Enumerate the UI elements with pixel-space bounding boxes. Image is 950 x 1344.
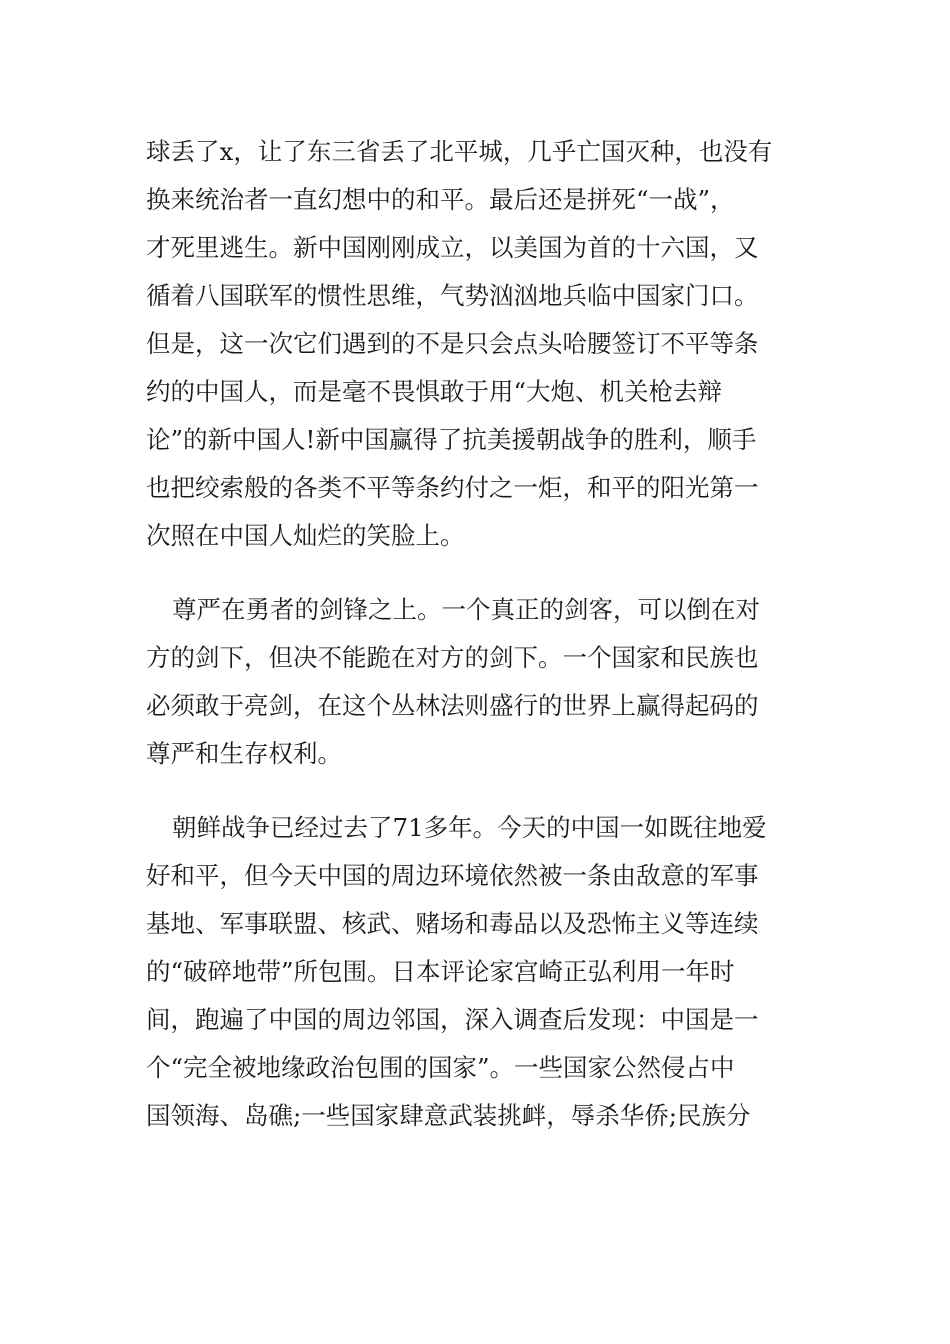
text-line: 论”的新中国人!新中国赢得了抗美援朝战争的胜利，顺手: [146, 425, 757, 454]
text-line: 尊严和生存权利。: [146, 739, 342, 768]
text-line: 必须敢于亮剑，在这个丛林法则盛行的世界上赢得起码的: [146, 691, 759, 720]
text-line: 次照在中国人灿烂的笑脸上。: [146, 521, 465, 550]
text-line: 国领海、岛礁;一些国家肆意武装挑衅，辱杀华侨;民族分: [146, 1101, 751, 1130]
text-line: 基地、军事联盟、核武、赌场和毒品以及恐怖主义等连续: [146, 909, 759, 938]
text-line: 个“完全被地缘政治包围的国家”。一些国家公然侵占中: [146, 1053, 735, 1082]
text-line: 也把绞索般的各类不平等条约付之一炬，和平的阳光第一: [146, 473, 759, 502]
text-line: 朝鲜战争已经过去了71多年。今天的中国一如既往地爱: [172, 813, 767, 842]
text-line: 间，跑遍了中国的周边邻国，深入调查后发现：中国是一: [146, 1005, 759, 1034]
text-line: 循着八国联军的惯性思维，气势汹汹地兵临中国家门口。: [146, 281, 759, 310]
text-line: 但是，这一次它们遇到的不是只会点头哈腰签订不平等条: [146, 329, 759, 358]
text-line: 尊严在勇者的剑锋之上。一个真正的剑客，可以倒在对: [172, 595, 760, 624]
text-line: 的“破碎地带”所包围。日本评论家宫崎正弘利用一年时: [146, 957, 735, 986]
text-line: 才死里逃生。新中国刚刚成立，以美国为首的十六国，又: [146, 233, 759, 262]
document-body: [146, 128, 806, 1166]
paragraph-3: [146, 804, 806, 1140]
text-line: 球丢了x，让了东三省丢了北平城，几乎亡国灭种，也没有: [146, 137, 773, 166]
text-line: 换来统治者一直幻想中的和平。最后还是拼死“一战”，: [146, 185, 735, 214]
text-line: 好和平，但今天中国的周边环境依然被一条由敌意的军事: [146, 861, 759, 890]
paragraph-1: [146, 128, 806, 560]
paragraph-2: [146, 586, 806, 778]
text-line: 方的剑下，但决不能跪在对方的剑下。一个国家和民族也: [146, 643, 759, 672]
text-line: 约的中国人，而是毫不畏惧敢于用“大炮、机关枪去辩: [146, 377, 723, 406]
